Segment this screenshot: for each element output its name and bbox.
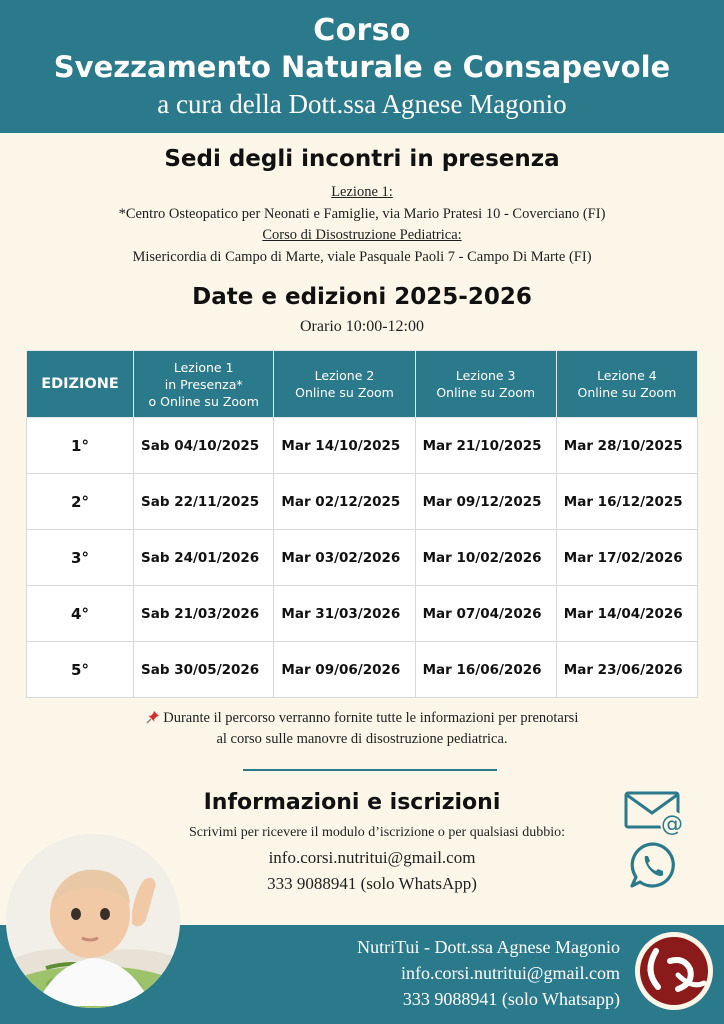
date-cell: Sab 30/05/2026 (134, 642, 274, 698)
date-cell: Mar 10/02/2026 (415, 530, 556, 586)
info-title: Informazioni e iscrizioni (203, 790, 501, 815)
date-title: Date e edizioni 2025-2026 (192, 284, 532, 310)
note (0, 708, 724, 750)
date-cell: Sab 24/01/2026 (134, 530, 274, 586)
date-cell: Mar 07/04/2026 (415, 586, 556, 642)
header-lezione2-sub: Online su Zoom (295, 385, 394, 400)
date-cell: Mar 14/04/2026 (556, 586, 697, 642)
date-cell: Mar 14/10/2025 (274, 418, 415, 474)
date-cell: Mar 31/03/2026 (274, 586, 415, 642)
sedi-block (0, 182, 724, 268)
info-phone[interactable]: 333 9088941 (solo WhatsApp) (267, 874, 477, 893)
header-lezione4-title: Lezione 4 (597, 368, 657, 383)
pushpin-icon (146, 710, 164, 726)
edition-number: 4° (27, 586, 134, 642)
header-lezione1-sub1: in Presenza* (164, 376, 243, 392)
date-cell: Mar 28/10/2025 (556, 418, 697, 474)
lezione1-place: *Centro Osteopatico per Neonati e Famiglie, via Mario Pratesi 10 - Coverciano (FI) (118, 205, 606, 222)
header-lezione1-sub2: o Online su Zoom (148, 393, 259, 409)
table-row (27, 586, 698, 642)
note-line1: Durante il percorso verranno fornite tutte le informazioni per prenotarsi (163, 710, 579, 726)
edition-number: 1° (27, 418, 134, 474)
mail-icon[interactable] (624, 789, 688, 837)
orario: Orario 10:00-12:00 (300, 318, 424, 335)
date-cell: Mar 16/12/2025 (556, 474, 697, 530)
table-header-row (27, 351, 698, 418)
info-text: Scrivimi per ricevere il modulo d’iscrizione o per qualsiasi dubbio: (189, 825, 565, 840)
whatsapp-icon[interactable] (628, 840, 678, 890)
footer-phone[interactable]: 333 9088941 (solo Whatsapp) (402, 989, 620, 1009)
header-lezione3-sub: Online su Zoom (436, 385, 536, 400)
nutritui-logo (634, 931, 714, 1011)
header-lezione4 (556, 351, 697, 418)
edition-number: 3° (27, 530, 134, 586)
date-cell: Mar 16/06/2026 (415, 642, 556, 698)
divider (243, 769, 497, 771)
footer-email[interactable]: info.corsi.nutritui@gmail.com (400, 963, 620, 983)
table-row (27, 530, 698, 586)
header-lezione1-title: Lezione 1 (173, 359, 234, 375)
table-row (27, 474, 698, 530)
course-title: Svezzamento Naturale e Consapevole (53, 50, 671, 84)
date-cell: Mar 21/10/2025 (415, 418, 556, 474)
info-email-link[interactable]: info.corsi.nutritui@gmail.com (268, 848, 476, 867)
lezione1-label: Lezione 1: (331, 184, 393, 200)
course-label: Corso (313, 13, 411, 48)
course-author: a cura della Dott.ssa Agnese Magonio (157, 89, 567, 119)
note-line2: al corso sulle manovre di disostruzione pediatrica. (216, 731, 508, 747)
sedi-title: Sedi degli incontri in presenza (164, 146, 560, 172)
header-edizione: EDIZIONE (27, 351, 134, 418)
date-cell: Sab 22/11/2025 (134, 474, 274, 530)
header-lezione4-sub: Online su Zoom (577, 385, 677, 400)
date-cell: Mar 02/12/2025 (274, 474, 415, 530)
date-cell: Sab 04/10/2025 (134, 418, 274, 474)
corso-place: Misericordia di Campo di Marte, viale Pasquale Paoli 7 - Campo Di Marte (FI) (132, 248, 592, 265)
table-row (27, 418, 698, 474)
date-cell: Sab 21/03/2026 (134, 586, 274, 642)
date-cell: Mar 09/12/2025 (415, 474, 556, 530)
corso-label: Corso di Disostruzione Pediatrica: (262, 227, 462, 243)
header-lezione2-title: Lezione 2 (314, 368, 375, 383)
baby-photo (6, 834, 180, 1008)
date-cell: Mar 17/02/2026 (556, 530, 697, 586)
date-cell: Mar 03/02/2026 (274, 530, 415, 586)
header-lezione2 (274, 351, 415, 418)
date-cell: Mar 09/06/2026 (274, 642, 415, 698)
footer-name: NutriTui - Dott.ssa Agnese Magonio (357, 937, 620, 957)
edition-number: 2° (27, 474, 134, 530)
header-banner (0, 0, 724, 133)
header-lezione1 (134, 351, 274, 418)
schedule-table (26, 350, 698, 698)
date-cell: Mar 23/06/2026 (556, 642, 697, 698)
edition-number: 5° (27, 642, 134, 698)
header-lezione3-title: Lezione 3 (455, 368, 516, 383)
header-lezione3 (415, 351, 556, 418)
table-row (27, 642, 698, 698)
svg-text:@: @ (661, 812, 683, 837)
